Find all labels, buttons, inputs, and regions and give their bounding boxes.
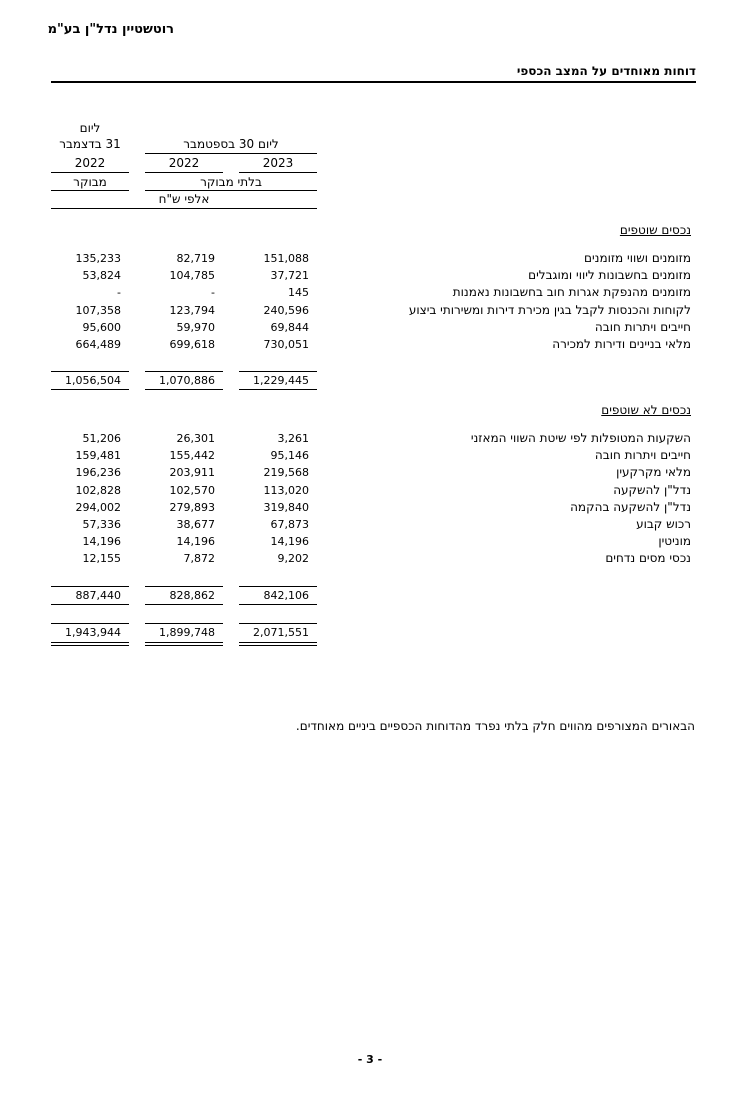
grand-total-2022-sep: 1,899,748 [159,626,215,639]
nca-row-value: 279,893 [169,500,215,514]
units-label: אלפי ש"ח [158,192,210,206]
nca-row-value: 14,196 [270,535,309,549]
nca-row-value: 155,442 [169,449,215,463]
ca-row-value: 104,785 [169,269,215,283]
ca-total-2023: 1,229,445 [253,374,309,387]
ca-row-value: - [117,286,121,300]
ca-row-label: לקוחות והכנסות לקבל בגין מכירת דירות ומשירותי ביצוע [408,302,691,317]
nca-row-value: 203,911 [169,466,215,480]
nca-row-value: 14,196 [82,535,121,549]
nca-total-topline-sep22 [145,586,223,587]
nca-row-value: 57,336 [82,518,121,531]
company-name: רוטשטיין נדל"ן בע"מ [47,22,174,37]
nca-row-value: 26,301 [176,432,215,445]
unaudited-underline [145,190,317,191]
nca-row-value: 219,568 [263,466,309,480]
year-underline-sep23 [239,172,317,173]
ca-row-value: 135,233 [75,252,121,265]
nca-row-value: 67,873 [270,518,309,531]
nca-row-value: 294,002 [75,500,121,514]
ca-row-value: 664,489 [75,338,121,351]
nca-row-value: 102,828 [75,483,121,497]
nca-row-value: 95,146 [270,449,309,463]
ca-row-value: 37,721 [270,269,309,283]
ca-row-value: 82,719 [176,252,215,265]
year-2023: 2023 [262,156,294,170]
dec-header-line2: 31 בדצמבר [59,137,121,151]
nca-row-label: חייבים ויתרות חובה [594,448,691,463]
ca-total-2022-sep: 1,070,886 [159,374,215,387]
nca-total-bottomline-dec [51,604,129,605]
nca-row-value: 159,481 [75,449,121,463]
dec-header-line1: ליום [79,121,101,135]
year-underline-dec [51,172,129,173]
noncurrent-assets-title: נכסים לא שוטפים [601,403,691,417]
grand-total-2022-dec: 1,943,944 [65,626,121,639]
ca-row-value: 151,088 [263,252,309,265]
ca-total-topline-dec [51,371,129,372]
ca-row-label: מזומנים מהנפקת אגרות חוב בחשבונות נאמנות [452,285,691,300]
nca-row-value: 319,840 [263,500,309,514]
nca-row-value: 102,570 [169,483,215,497]
grand-total-topline-sep22 [145,623,223,624]
header-divider [51,81,696,83]
nca-row-value: 196,236 [75,466,121,480]
nca-row-value: 38,677 [176,518,215,531]
current-assets-title: נכסים שוטפים [619,223,691,237]
ca-row-label: מזומנים ושווי מזומנים [584,251,691,265]
grand-total-double-line-dec [51,642,129,646]
grand-total-double-line-sep22 [145,642,223,646]
nca-total-2023: 842,106 [263,589,309,602]
ca-row-value: 730,051 [263,338,309,351]
nca-total-2022-sep: 828,862 [169,589,215,602]
nca-total-topline-dec [51,586,129,587]
nca-row-label: מלאי מקרקעין [616,465,691,480]
ca-row-value: 107,358 [75,303,121,317]
ca-row-value: - [211,286,215,300]
sep-header-underline [145,153,317,154]
audited-label: מבוקר [73,175,107,189]
ca-total-2022-dec: 1,056,504 [65,374,121,387]
grand-total-2023: 2,071,551 [253,626,309,639]
ca-row-value: 69,844 [270,320,309,334]
ca-row-value: 699,618 [169,338,215,351]
nca-row-value: 51,206 [82,432,121,445]
nca-row-value: 3,261 [277,432,309,445]
ca-row-label: מזומנים בחשבונות ליווי ומוגבלים [528,268,691,283]
nca-row-label: מוניטין [658,534,691,549]
nca-row-label: השקעות המטופלות לפי שיטת השווי המאזני [470,431,691,445]
nca-row-value: 113,020 [263,483,309,497]
ca-row-value: 95,600 [82,320,121,334]
ca-row-value: 123,794 [169,303,215,317]
ca-total-bottomline-sep22 [145,389,223,390]
nca-total-bottomline-sep23 [239,604,317,605]
units-underline [51,208,317,209]
ca-total-topline-sep22 [145,371,223,372]
nca-row-label: רכוש קבוע [636,517,691,531]
ca-row-label: חייבים ויתרות חובה [594,319,691,334]
ca-row-value: 53,824 [82,269,121,283]
nca-total-bottomline-sep22 [145,604,223,605]
report-title: דוחות מאוחדים על המצב הכספי [516,64,696,78]
nca-row-value: 14,196 [176,535,215,549]
year-2022-sep: 2022 [168,156,200,170]
nca-row-label: נכסי מסים נדחים [605,551,691,566]
year-underline-sep22 [145,172,223,173]
grand-total-topline-dec [51,623,129,624]
ca-total-topline-sep23 [239,371,317,372]
nca-total-2022-dec: 887,440 [75,589,121,602]
page-number: - 3 - [357,1053,383,1066]
ca-row-value: 59,970 [176,320,215,334]
sep-header: ליום 30 בספטמבר [183,137,279,151]
nca-row-value: 9,202 [277,552,309,566]
grand-total-double-line-sep23 [239,642,317,646]
ca-total-bottomline-dec [51,389,129,390]
nca-row-value: 7,872 [183,552,215,566]
ca-row-label: מלאי בניינים ודירות למכירה [552,337,691,351]
ca-row-value: 240,596 [263,303,309,317]
grand-total-topline-sep23 [239,623,317,624]
unaudited-label: בלתי מבוקר [200,175,262,189]
ca-row-value: 145 [288,286,309,300]
nca-row-value: 12,155 [82,552,121,566]
audited-underline [51,190,129,191]
year-2022-dec: 2022 [74,156,106,170]
nca-total-topline-sep23 [239,586,317,587]
footnote: הבאורים המצורפים מהווים חלק בלתי נפרד מהדוחות הכספיים ביניים מאוחדים. [295,719,695,733]
nca-row-label: נדל"ן להשקעה [613,482,691,497]
ca-total-bottomline-sep23 [239,389,317,390]
nca-row-label: נדל"ן להשקעה בהקמה [570,499,691,514]
